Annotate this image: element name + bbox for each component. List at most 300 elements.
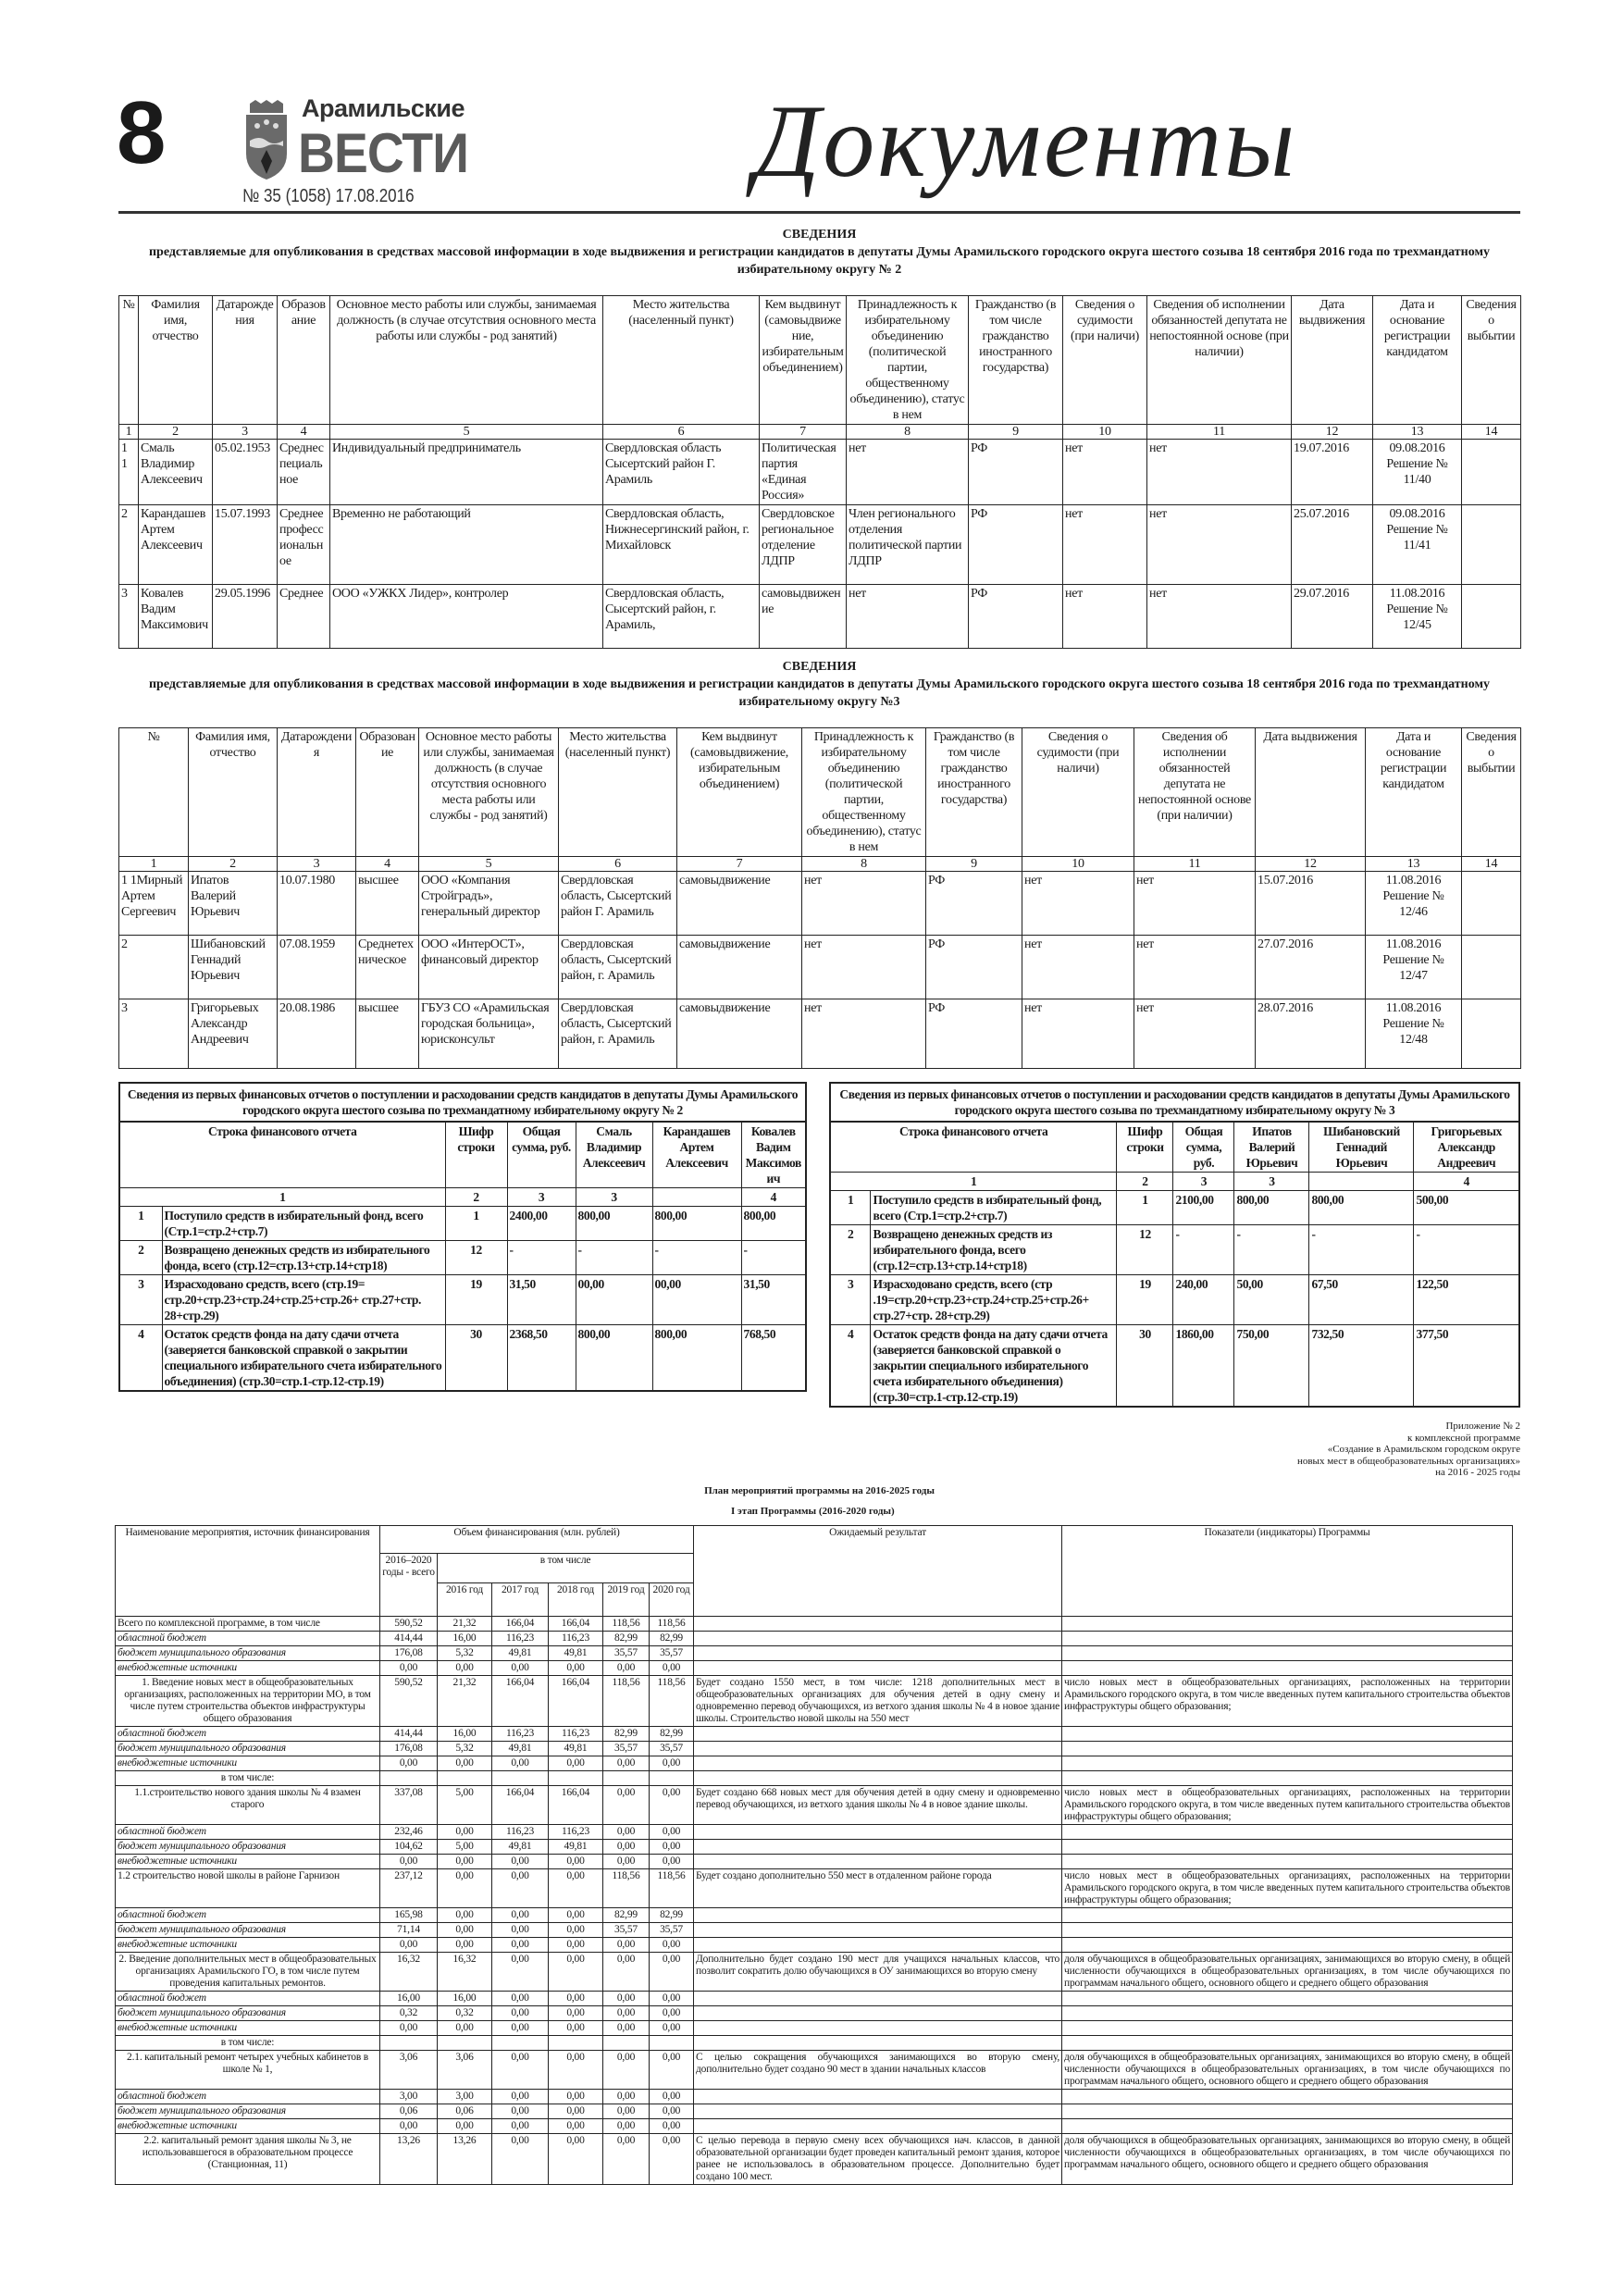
plan-row xyxy=(116,1991,1513,2005)
funding-value: 71,14 xyxy=(380,1922,438,1937)
table-cell: Ковалев Вадим Максимович xyxy=(139,585,213,649)
measure-name: 2.1. капитальный ремонт четырех учебных кабинетов в школе № 1, xyxy=(116,2050,380,2089)
column-number: 5 xyxy=(330,425,603,440)
year-header: 2019 год xyxy=(603,1582,650,1616)
expected-result xyxy=(694,1937,1062,1952)
column-number: 3 xyxy=(1173,1173,1234,1191)
table-cell: Свердловская область, Сысертский район, г. Арамиль, xyxy=(603,585,760,649)
table-cell: 19.07.2016 xyxy=(1292,440,1373,505)
measure-name: 2.2. капитальный ремонт здания школы № 3, не использовавшегося в образовательном процессе (Станционная, 11) xyxy=(116,2133,380,2184)
column-header: Объем финансирования (млн. рублей) xyxy=(380,1525,694,1553)
funding-value: 0,00 xyxy=(492,1854,549,1868)
plan-row xyxy=(116,1854,1513,1868)
measure-name: бюджет муниципального образования xyxy=(116,1741,380,1756)
funding-value: 0,00 xyxy=(549,1868,603,1907)
table-cell: 240,00 xyxy=(1173,1275,1234,1325)
funding-value: 16,00 xyxy=(438,1991,492,2005)
funding-value: 0,00 xyxy=(438,1660,492,1675)
table-row xyxy=(119,936,1521,999)
table-cell: Свердловская область, Нижнесергинский район, г. Михайловск xyxy=(603,505,760,585)
caption-row xyxy=(119,1083,806,1122)
table-cell: нет xyxy=(802,936,926,999)
table-cell: 29.05.1996 xyxy=(213,585,278,649)
table-cell: Индивидуальный предприниматель xyxy=(330,440,603,505)
column-number: 13 xyxy=(1373,425,1462,440)
column-number: 14 xyxy=(1462,857,1521,872)
funding-value: 82,99 xyxy=(603,1726,650,1741)
column-header: Показатели (индикаторы) Программы xyxy=(1062,1525,1513,1616)
plan-row xyxy=(116,2050,1513,2089)
measure-name: 1.2 строительство новой школы в районе Гарнизон xyxy=(116,1868,380,1907)
funding-value: 5,32 xyxy=(438,1741,492,1756)
column-header: Образование xyxy=(278,296,330,425)
expected-result: С целью сокращения обучающихся занимающихся во вторую смену, дополнительно будет создано 90 мест в здании начальных классов xyxy=(694,2050,1062,2089)
plan-row xyxy=(116,1907,1513,1922)
table-cell xyxy=(1462,585,1521,649)
table-cell: самовыдвижение xyxy=(760,585,847,649)
year-header: 2020 год xyxy=(650,1582,694,1616)
table-cell: 4 xyxy=(119,1325,162,1392)
program-indicator xyxy=(1062,1907,1513,1922)
funding-value: 35,57 xyxy=(603,1922,650,1937)
plan-row xyxy=(116,1937,1513,1952)
table-cell: Остаток средств фонда на дату сдачи отчета (заверяется банковской справкой о закрытии специального избирательного счета избирательного объединения) (стр.30=стр.1-стр.12-стр.19) xyxy=(871,1325,1117,1408)
funding-value: 0,00 xyxy=(603,1854,650,1868)
funding-value: 118,56 xyxy=(650,1616,694,1631)
plan-row xyxy=(116,1952,1513,1991)
expected-result xyxy=(694,2020,1062,2035)
funding-value: 0,06 xyxy=(438,2104,492,2118)
table-cell: 4 xyxy=(830,1325,871,1408)
table-cell: 11.08.2016 Решение № 12/45 xyxy=(1373,585,1462,649)
table-cell: - xyxy=(1173,1225,1234,1275)
program-indicator xyxy=(1062,1660,1513,1675)
funding-value: 0,00 xyxy=(438,2020,492,2035)
funding-value: 0,00 xyxy=(492,1952,549,1991)
column-header: Сведения о судимости (при наличи) xyxy=(1022,728,1134,857)
table-cell: 122,50 xyxy=(1414,1275,1519,1325)
table-cell: 800,00 xyxy=(1309,1191,1414,1225)
table-cell: РФ xyxy=(969,585,1063,649)
table-cell: Израсходовано средств, всего (стр .19=стр.20+стр.23+стр.24+стр.25+стр.26+ стр.27+стр. 28+стр.29) xyxy=(871,1275,1117,1325)
column-header: 2016–2020 годы - всего xyxy=(380,1553,438,1616)
table-cell: высшее xyxy=(356,999,419,1069)
funding-value: 0,00 xyxy=(492,1922,549,1937)
table-cell: нет xyxy=(802,999,926,1069)
column-number: 12 xyxy=(1256,857,1366,872)
column-header: Смаль Владимир Алексеевич xyxy=(576,1122,652,1188)
table-cell: Ипатов Валерий Юрьевич xyxy=(189,872,278,936)
funding-value: 166,04 xyxy=(492,1675,549,1726)
expected-result: С целью перевода в первую смену всех обучающихся нач. классов, в данной образовательной организации будет проведен капитальный ремонт здания, которое ранее не использовалось в образовательном процессе. Дополнительно будет создано 100 мест. xyxy=(694,2133,1062,2184)
funding-value xyxy=(492,2035,549,2050)
column-number: 9 xyxy=(969,425,1063,440)
table-cell: Шибановский Геннадий Юрьевич xyxy=(189,936,278,999)
funding-value: 0,00 xyxy=(603,2089,650,2104)
table-cell: 09.08.2016 Решение № 11/41 xyxy=(1373,505,1462,585)
program-indicator: доля обучающихся в общеобразовательных организациях, занимающихся во вторую смену, в общей численности обучающихся в общеобразовательных организациях, в том числе обучающихся по программам начального общего, основного общего и среднего общего образования xyxy=(1062,2133,1513,2184)
funding-value xyxy=(650,2035,694,2050)
expected-result xyxy=(694,2118,1062,2133)
column-header: Ковалев Вадим Максимович xyxy=(741,1122,806,1188)
table-cell: нет xyxy=(1022,999,1134,1069)
program-indicator xyxy=(1062,2118,1513,2133)
table-cell: нет xyxy=(1063,440,1147,505)
year-header: 2018 год xyxy=(549,1582,603,1616)
funding-value: 49,81 xyxy=(492,1645,549,1660)
table-cell: Свердловская область Сысертский район Г. Арамиль xyxy=(603,440,760,505)
funding-value: 0,00 xyxy=(650,2005,694,2020)
funding-value: 0,00 xyxy=(492,2089,549,2104)
table-cell: 15.07.2016 xyxy=(1256,872,1366,936)
table-cell: 800,00 xyxy=(576,1325,652,1392)
funding-value: 5,32 xyxy=(438,1645,492,1660)
column-header: Карандашев Артем Алексеевич xyxy=(652,1122,741,1188)
funding-value: 0,00 xyxy=(650,2133,694,2184)
funding-value: 165,98 xyxy=(380,1907,438,1922)
funding-value: 118,56 xyxy=(603,1868,650,1907)
appendix-line: к комплексной программе xyxy=(1407,1432,1520,1444)
table-cell: Временно не работающий xyxy=(330,505,603,585)
funding-value: 0,00 xyxy=(603,1785,650,1824)
appendix-line: Приложение № 2 xyxy=(1445,1421,1520,1432)
table-cell: нет xyxy=(1063,585,1147,649)
column-number: 3 xyxy=(1234,1173,1309,1191)
program-indicator xyxy=(1062,2035,1513,2050)
funding-value: 35,57 xyxy=(603,1741,650,1756)
measure-name: 1.1.строительство нового здания школы № 4 взамен старого xyxy=(116,1785,380,1824)
plan-row xyxy=(116,1824,1513,1839)
funding-value: 3,06 xyxy=(438,2050,492,2089)
okrug3-title: СВЕДЕНИЯ xyxy=(782,660,857,674)
plan-row xyxy=(116,1770,1513,1785)
program-indicator xyxy=(1062,1839,1513,1854)
table-cell: 3 xyxy=(830,1275,871,1325)
table-cell: 1 xyxy=(830,1191,871,1225)
table-cell: 377,50 xyxy=(1414,1325,1519,1408)
program-indicator xyxy=(1062,2005,1513,2020)
caption-row xyxy=(830,1083,1519,1122)
plan-row xyxy=(116,1868,1513,1907)
program-indicator xyxy=(1062,1645,1513,1660)
table-cell: 1860,00 xyxy=(1173,1325,1234,1408)
funding-value: 16,00 xyxy=(380,1991,438,2005)
column-number: 3 xyxy=(278,857,356,872)
table-row xyxy=(830,1225,1519,1275)
funding-value: 16,32 xyxy=(380,1952,438,1991)
funding-value: 82,99 xyxy=(650,1726,694,1741)
table-cell: нет xyxy=(1134,872,1256,936)
funding-value: 237,12 xyxy=(380,1868,438,1907)
funding-value: 82,99 xyxy=(650,1907,694,1922)
funding-value: 0,00 xyxy=(438,1756,492,1770)
logo-line-2: ВЕСТИ xyxy=(298,122,468,184)
funding-value: 0,00 xyxy=(549,2005,603,2020)
funding-value: 3,06 xyxy=(380,2050,438,2089)
column-header: Фамилия имя, отчество xyxy=(189,728,278,857)
column-number: 3 xyxy=(576,1188,652,1207)
funding-value: 166,04 xyxy=(492,1616,549,1631)
funding-value: 0,00 xyxy=(549,1854,603,1868)
funding-value: 3,00 xyxy=(380,2089,438,2104)
table-cell xyxy=(1462,936,1521,999)
column-header: Образование xyxy=(356,728,419,857)
plan-row xyxy=(116,1660,1513,1675)
table-cell: 3 xyxy=(119,1275,162,1325)
funding-value: 176,08 xyxy=(380,1645,438,1660)
funding-value: 0,00 xyxy=(380,1756,438,1770)
column-header: Фамилия имя, отчество xyxy=(139,296,213,425)
funding-value: 0,00 xyxy=(650,1839,694,1854)
table-cell: Смаль Владимир Алексеевич xyxy=(139,440,213,505)
funding-value: 0,00 xyxy=(650,1785,694,1824)
funding-value: 0,00 xyxy=(380,1937,438,1952)
expected-result xyxy=(694,2035,1062,2050)
funding-value: 13,26 xyxy=(380,2133,438,2184)
funding-value: 16,00 xyxy=(438,1726,492,1741)
measure-name: бюджет муниципального образования xyxy=(116,1645,380,1660)
funding-value xyxy=(549,1770,603,1785)
table-cell: Григорьевых Александр Андреевич xyxy=(189,999,278,1069)
column-header: Гражданство (в том числе гражданство иностранного государства) xyxy=(926,728,1022,857)
column-header: Общая сумма, руб. xyxy=(1173,1122,1234,1173)
expected-result xyxy=(694,1922,1062,1937)
funding-value: 0,00 xyxy=(492,1907,549,1922)
table-cell: Среднеспециальное xyxy=(278,440,330,505)
funding-value: 0,32 xyxy=(438,2005,492,2020)
table-cell: Среднетехническое xyxy=(356,936,419,999)
funding-value: 82,99 xyxy=(603,1907,650,1922)
funding-value: 0,00 xyxy=(650,1952,694,1991)
table-cell: 1 1 xyxy=(119,440,139,505)
program-indicator xyxy=(1062,1770,1513,1785)
column-number: 6 xyxy=(603,425,760,440)
column-header: Сведения о выбытии xyxy=(1462,728,1521,857)
expected-result xyxy=(694,1726,1062,1741)
funding-value: 0,00 xyxy=(380,1854,438,1868)
table-cell: самовыдвижение xyxy=(677,999,802,1069)
column-header: Принадлежность к избирательному объединению (политической партии, общественному объединению), статус в нем xyxy=(802,728,926,857)
table-cell: РФ xyxy=(926,936,1022,999)
column-header: Гражданство (в том числе гражданство иностранного государства) xyxy=(969,296,1063,425)
table-cell: Возвращено денежных средств из избирательного фонда, всего (стр.12=стр.13+стр.14+стр18) xyxy=(162,1241,445,1275)
funding-value: 49,81 xyxy=(492,1741,549,1756)
column-header: Шифр строки xyxy=(445,1122,507,1188)
expected-result xyxy=(694,1854,1062,1868)
okrug3-finance-table xyxy=(829,1082,1520,1408)
table-cell: нет xyxy=(847,440,969,505)
funding-value: 0,00 xyxy=(650,2020,694,2035)
column-number: 6 xyxy=(559,857,677,872)
measure-name: внебюджетные источники xyxy=(116,1660,380,1675)
appendix-line: новых мест в общеобразовательных организациях» xyxy=(1296,1455,1520,1467)
funding-value: 21,32 xyxy=(438,1616,492,1631)
table-cell: РФ xyxy=(969,505,1063,585)
funding-value: 0,00 xyxy=(380,2118,438,2133)
okrug2-finance-table xyxy=(118,1082,807,1392)
year-header: 2017 год xyxy=(492,1582,549,1616)
funding-value: 0,00 xyxy=(549,1991,603,2005)
measure-name: бюджет муниципального образования xyxy=(116,1922,380,1937)
column-header: Место жительства (населенный пункт) xyxy=(559,728,677,857)
table-cell: 1 1Мирный Артем Сергеевич xyxy=(119,872,189,936)
table-cell: 30 xyxy=(1117,1325,1173,1408)
table-cell xyxy=(1462,505,1521,585)
funding-value: 0,32 xyxy=(380,2005,438,2020)
plan-stage: I этап Программы (2016-2020 годы) xyxy=(731,1505,895,1517)
funding-value: 118,56 xyxy=(603,1616,650,1631)
funding-value: 0,06 xyxy=(380,2104,438,2118)
funding-value: 0,00 xyxy=(492,1937,549,1952)
measure-name: областной бюджет xyxy=(116,2089,380,2104)
table-cell: 2368,50 xyxy=(507,1325,576,1392)
column-header: Шибановский Геннадий Юрьевич xyxy=(1309,1122,1414,1173)
table-cell: Член регионального отделения политической партии ЛДПР xyxy=(847,505,969,585)
table-cell: Возвращено денежных средств из избирательного фонда, всего (стр.12=стр.13+стр.14+стр18) xyxy=(871,1225,1117,1275)
expected-result: Будет создано 1550 мест, в том числе: 1218 дополнительных мест в общеобразовательных организациях для обучения детей в одну смену и одновременно перевод обучающихся, из ветхого здания школы № 4 в новое здание школы. Строительство новой школы на 550 мест xyxy=(694,1675,1062,1726)
measure-name: 2. Введение дополнительных мест в общеобразовательных организациях Арамильского ГО, в том числе путем проведения капитальных ремонтов. xyxy=(116,1952,380,1991)
column-number-row xyxy=(830,1173,1519,1191)
column-number: 1 xyxy=(119,1188,445,1207)
funding-value: 0,00 xyxy=(549,2050,603,2089)
funding-value: 116,23 xyxy=(549,1631,603,1645)
plan-row xyxy=(116,2005,1513,2020)
measure-name: внебюджетные источники xyxy=(116,2118,380,2133)
column-header: Дата выдвижения xyxy=(1256,728,1366,857)
column-number: 1 xyxy=(119,425,139,440)
funding-value: 35,57 xyxy=(650,1922,694,1937)
expected-result xyxy=(694,1907,1062,1922)
funding-value: 0,00 xyxy=(650,1991,694,2005)
funding-value: 0,00 xyxy=(492,2050,549,2089)
table-cell: ООО «ИнтерОСТ», финансовый директор xyxy=(419,936,559,999)
plan-row xyxy=(116,1675,1513,1726)
plan-row xyxy=(116,1922,1513,1937)
expected-result xyxy=(694,1645,1062,1660)
funding-value: 0,00 xyxy=(549,2089,603,2104)
table-cell: 1 xyxy=(445,1207,507,1241)
table-cell: 11.08.2016 Решение № 12/46 xyxy=(1366,872,1462,936)
measure-name: внебюджетные источники xyxy=(116,2020,380,2035)
table-cell: самовыдвижение xyxy=(677,936,802,999)
column-number: 11 xyxy=(1147,425,1292,440)
header-row xyxy=(830,1122,1519,1173)
table-cell: 10.07.1980 xyxy=(278,872,356,936)
table-cell: Свердловская область, Сысертский район Г. Арамиль xyxy=(559,872,677,936)
table-caption: Сведения из первых финансовых отчетов о поступлении и расходовании средств кандидатов в депутаты Думы Арамильского городского округа шестого созыва по трехмандатному избирательному округу № 3 xyxy=(830,1083,1519,1122)
funding-value: 166,04 xyxy=(549,1675,603,1726)
program-indicator xyxy=(1062,1726,1513,1741)
plan-row xyxy=(116,2118,1513,2133)
funding-value: 16,32 xyxy=(438,1952,492,1991)
funding-value xyxy=(650,1770,694,1785)
column-header: Строка финансового отчета xyxy=(830,1122,1117,1173)
column-header: Наименование мероприятия, источник финансирования xyxy=(116,1525,380,1616)
funding-value: 0,00 xyxy=(492,2005,549,2020)
funding-value: 0,00 xyxy=(492,1660,549,1675)
finance-tables-row xyxy=(118,1082,1520,1408)
measure-name: областной бюджет xyxy=(116,1726,380,1741)
table-cell: нет xyxy=(1134,999,1256,1069)
table-cell: - xyxy=(507,1241,576,1275)
program-indicator xyxy=(1062,2089,1513,2104)
okrug3-subtitle: представляемые для опубликования в средствах массовой информации в ходе выдвижения и регистрации кандидатов в депутаты Думы Арамильского городского округа шестого созыва 18 сентября 2016 года по трехмандатному избирательному округу №3 xyxy=(148,677,1491,709)
program-indicator xyxy=(1062,1631,1513,1645)
funding-value: 0,00 xyxy=(549,1907,603,1922)
plan-row xyxy=(116,1616,1513,1631)
plan-row xyxy=(116,2020,1513,2035)
table-cell: 30 xyxy=(445,1325,507,1392)
plan-row xyxy=(116,1785,1513,1824)
funding-value xyxy=(438,2035,492,2050)
table-cell: 12 xyxy=(445,1241,507,1275)
table-cell: 19 xyxy=(1117,1275,1173,1325)
funding-value: 116,23 xyxy=(492,1631,549,1645)
funding-value: 35,57 xyxy=(603,1645,650,1660)
funding-value: 166,04 xyxy=(549,1616,603,1631)
funding-value: 0,00 xyxy=(650,1660,694,1675)
table-cell: 07.08.1959 xyxy=(278,936,356,999)
funding-value: 0,00 xyxy=(549,2020,603,2035)
table-cell: РФ xyxy=(969,440,1063,505)
column-header: Кем выдвинут (самовыдвижение, избирательным объединением) xyxy=(677,728,802,857)
plan-row xyxy=(116,1645,1513,1660)
program-indicator xyxy=(1062,2020,1513,2035)
okrug2-title: СВЕДЕНИЯ xyxy=(782,228,857,242)
table-cell: нет xyxy=(802,872,926,936)
table-cell: 750,00 xyxy=(1234,1325,1309,1408)
table-row xyxy=(119,1207,806,1241)
header-divider xyxy=(118,211,1520,214)
table-cell: 800,00 xyxy=(741,1207,806,1241)
table-cell: 11.08.2016 Решение № 12/47 xyxy=(1366,936,1462,999)
plan-row xyxy=(116,1756,1513,1770)
table-cell: Поступило средств в избирательный фонд, всего (Стр.1=стр.2+стр.7) xyxy=(162,1207,445,1241)
column-number: 2 xyxy=(1117,1173,1173,1191)
table-cell: 1 xyxy=(1117,1191,1173,1225)
table-cell: ООО «УЖКХ Лидер», контролер xyxy=(330,585,603,649)
column-number: 13 xyxy=(1366,857,1462,872)
table-cell: Свердловская область, Сысертский район, г. Арамиль xyxy=(559,936,677,999)
measure-name: областной бюджет xyxy=(116,1991,380,2005)
plan-row xyxy=(116,2089,1513,2104)
table-cell: 09.08.2016 Решение № 11/40 xyxy=(1373,440,1462,505)
program-indicator xyxy=(1062,1922,1513,1937)
funding-value: 0,00 xyxy=(650,1854,694,1868)
table-cell: нет xyxy=(1022,936,1134,999)
table-cell xyxy=(1462,872,1521,936)
table-cell: Свердловское региональное отделение ЛДПР xyxy=(760,505,847,585)
table-cell: нет xyxy=(1022,872,1134,936)
funding-value: 0,00 xyxy=(380,1660,438,1675)
column-number-row xyxy=(119,857,1521,872)
measure-name: внебюджетные источники xyxy=(116,1756,380,1770)
okrug2-subtitle: представляемые для опубликования в средствах массовой информации в ходе выдвижения и регистрации кандидатов в депутаты Думы Арамильского городского округа шестого созыва 18 сентября 2016 года по трехмандатному избирательному округу № 2 xyxy=(148,245,1491,277)
funding-value: 0,00 xyxy=(603,1952,650,1991)
funding-value xyxy=(492,1770,549,1785)
column-number: 1 xyxy=(830,1173,1117,1191)
funding-value xyxy=(380,2035,438,2050)
program-indicator xyxy=(1062,1756,1513,1770)
measure-name: бюджет муниципального образования xyxy=(116,1839,380,1854)
table-cell: нет xyxy=(1063,505,1147,585)
expected-result xyxy=(694,1631,1062,1645)
column-number-row xyxy=(119,1188,806,1207)
column-number: 3 xyxy=(507,1188,576,1207)
funding-value: 0,00 xyxy=(492,2020,549,2035)
funding-value: 0,00 xyxy=(549,1756,603,1770)
table-cell: 20.08.1986 xyxy=(278,999,356,1069)
